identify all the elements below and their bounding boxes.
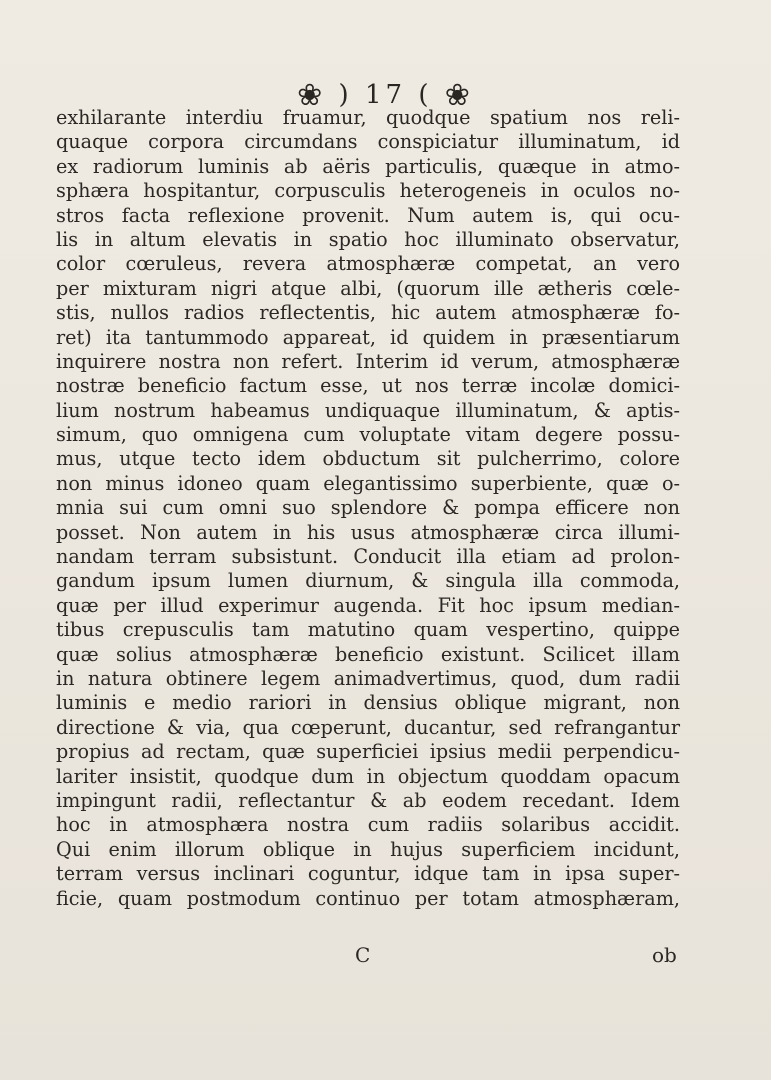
body-text — [56, 106, 680, 911]
text-line: tibus crepusculis tam matutino quam vespertino, quippe — [56, 618, 680, 642]
text-line: per mixturam nigri atque albi, (quorum ille ætheris cœle- — [56, 276, 680, 300]
text-line: inquirere nostra non refert. Interim id verum, atmosphæræ — [56, 349, 680, 373]
text-line: non minus idoneo quam elegantissimo superbiente, quæ o- — [56, 471, 680, 495]
text-line: hoc in atmosphæra nostra cum radiis solaribus accidit. — [56, 813, 680, 837]
left-ornament: ❀ — [297, 78, 327, 113]
text-line: in natura obtinere legem animadvertimus, quod, dum radii — [56, 666, 680, 690]
text-line: lium nostrum habeamus undiquaque illuminatum, & aptis- — [56, 398, 680, 422]
text-line: stis, nullos radios reflectentis, hic autem atmosphæræ fo- — [56, 301, 680, 325]
text-line: exhilarante interdiu fruamur, quodque spatium nos reli- — [56, 106, 680, 129]
text-line: quaque corpora circumdans conspiciatur illuminatum, id — [56, 130, 680, 154]
text-line: ret) ita tantummodo appareat, id quidem in præsentiarum — [56, 325, 680, 349]
text-line: mnia sui cum omni suo splendore & pompa efficere non — [56, 496, 680, 520]
text-line: sphæra hospitantur, corpusculis heterogeneis in oculos no- — [56, 179, 680, 203]
text-line: nandam terram subsistunt. Conducit illa etiam ad prolon- — [56, 545, 680, 569]
text-line: posset. Non autem in his usus atmosphæræ circa illumi- — [56, 520, 680, 544]
signature-mark: C — [355, 943, 371, 967]
catchword: ob — [652, 943, 677, 967]
text-line: nostræ beneficio factum esse, ut nos terræ incolæ domici- — [56, 374, 680, 398]
right-paren: ( — [418, 80, 433, 110]
text-line: mus, utque tecto idem obductum sit pulcherrimo, colore — [56, 447, 680, 471]
left-paren: ) — [338, 80, 353, 110]
text-line: luminis e medio rariori in densius oblique migrant, non — [56, 691, 680, 715]
text-line: Qui enim illorum oblique in hujus superficiem incidunt, — [56, 837, 680, 861]
right-ornament: ❀ — [444, 78, 474, 113]
text-line: quæ per illud experimur augenda. Fit hoc ipsum median- — [56, 593, 680, 617]
text-line: lis in altum elevatis in spatio hoc illuminato observatur, — [56, 227, 680, 251]
text-line: propius ad rectam, quæ superficiei ipsius medii perpendicu- — [56, 740, 680, 764]
text-line: impingunt radii, reflectantur & ab eodem recedant. Idem — [56, 788, 680, 812]
text-line: color cœruleus, revera atmosphæræ competat, an vero — [56, 252, 680, 276]
text-line: simum, quo omnigena cum voluptate vitam degere possu- — [56, 423, 680, 447]
text-line: ex radiorum luminis ab aëris particulis, quæque in atmo- — [56, 154, 680, 178]
page-number: 17 — [364, 80, 407, 110]
text-line: terram versus inclinari coguntur, idque tam in ipsa super- — [56, 862, 680, 886]
text-line: directione & via, qua cœperunt, ducantur, sed refrangantur — [56, 715, 680, 739]
text-line: stros facta reflexione provenit. Num autem is, qui ocu- — [56, 203, 680, 227]
text-line: ficie, quam postmodum continuo per totam atmosphæram, — [56, 886, 680, 910]
text-line: gandum ipsum lumen diurnum, & singula illa commoda, — [56, 569, 680, 593]
text-line: quæ solius atmosphæræ beneficio existunt. Scilicet illam — [56, 642, 680, 666]
page-footer — [0, 943, 771, 973]
text-line: lariter insistit, quodque dum in objectum quoddam opacum — [56, 764, 680, 788]
